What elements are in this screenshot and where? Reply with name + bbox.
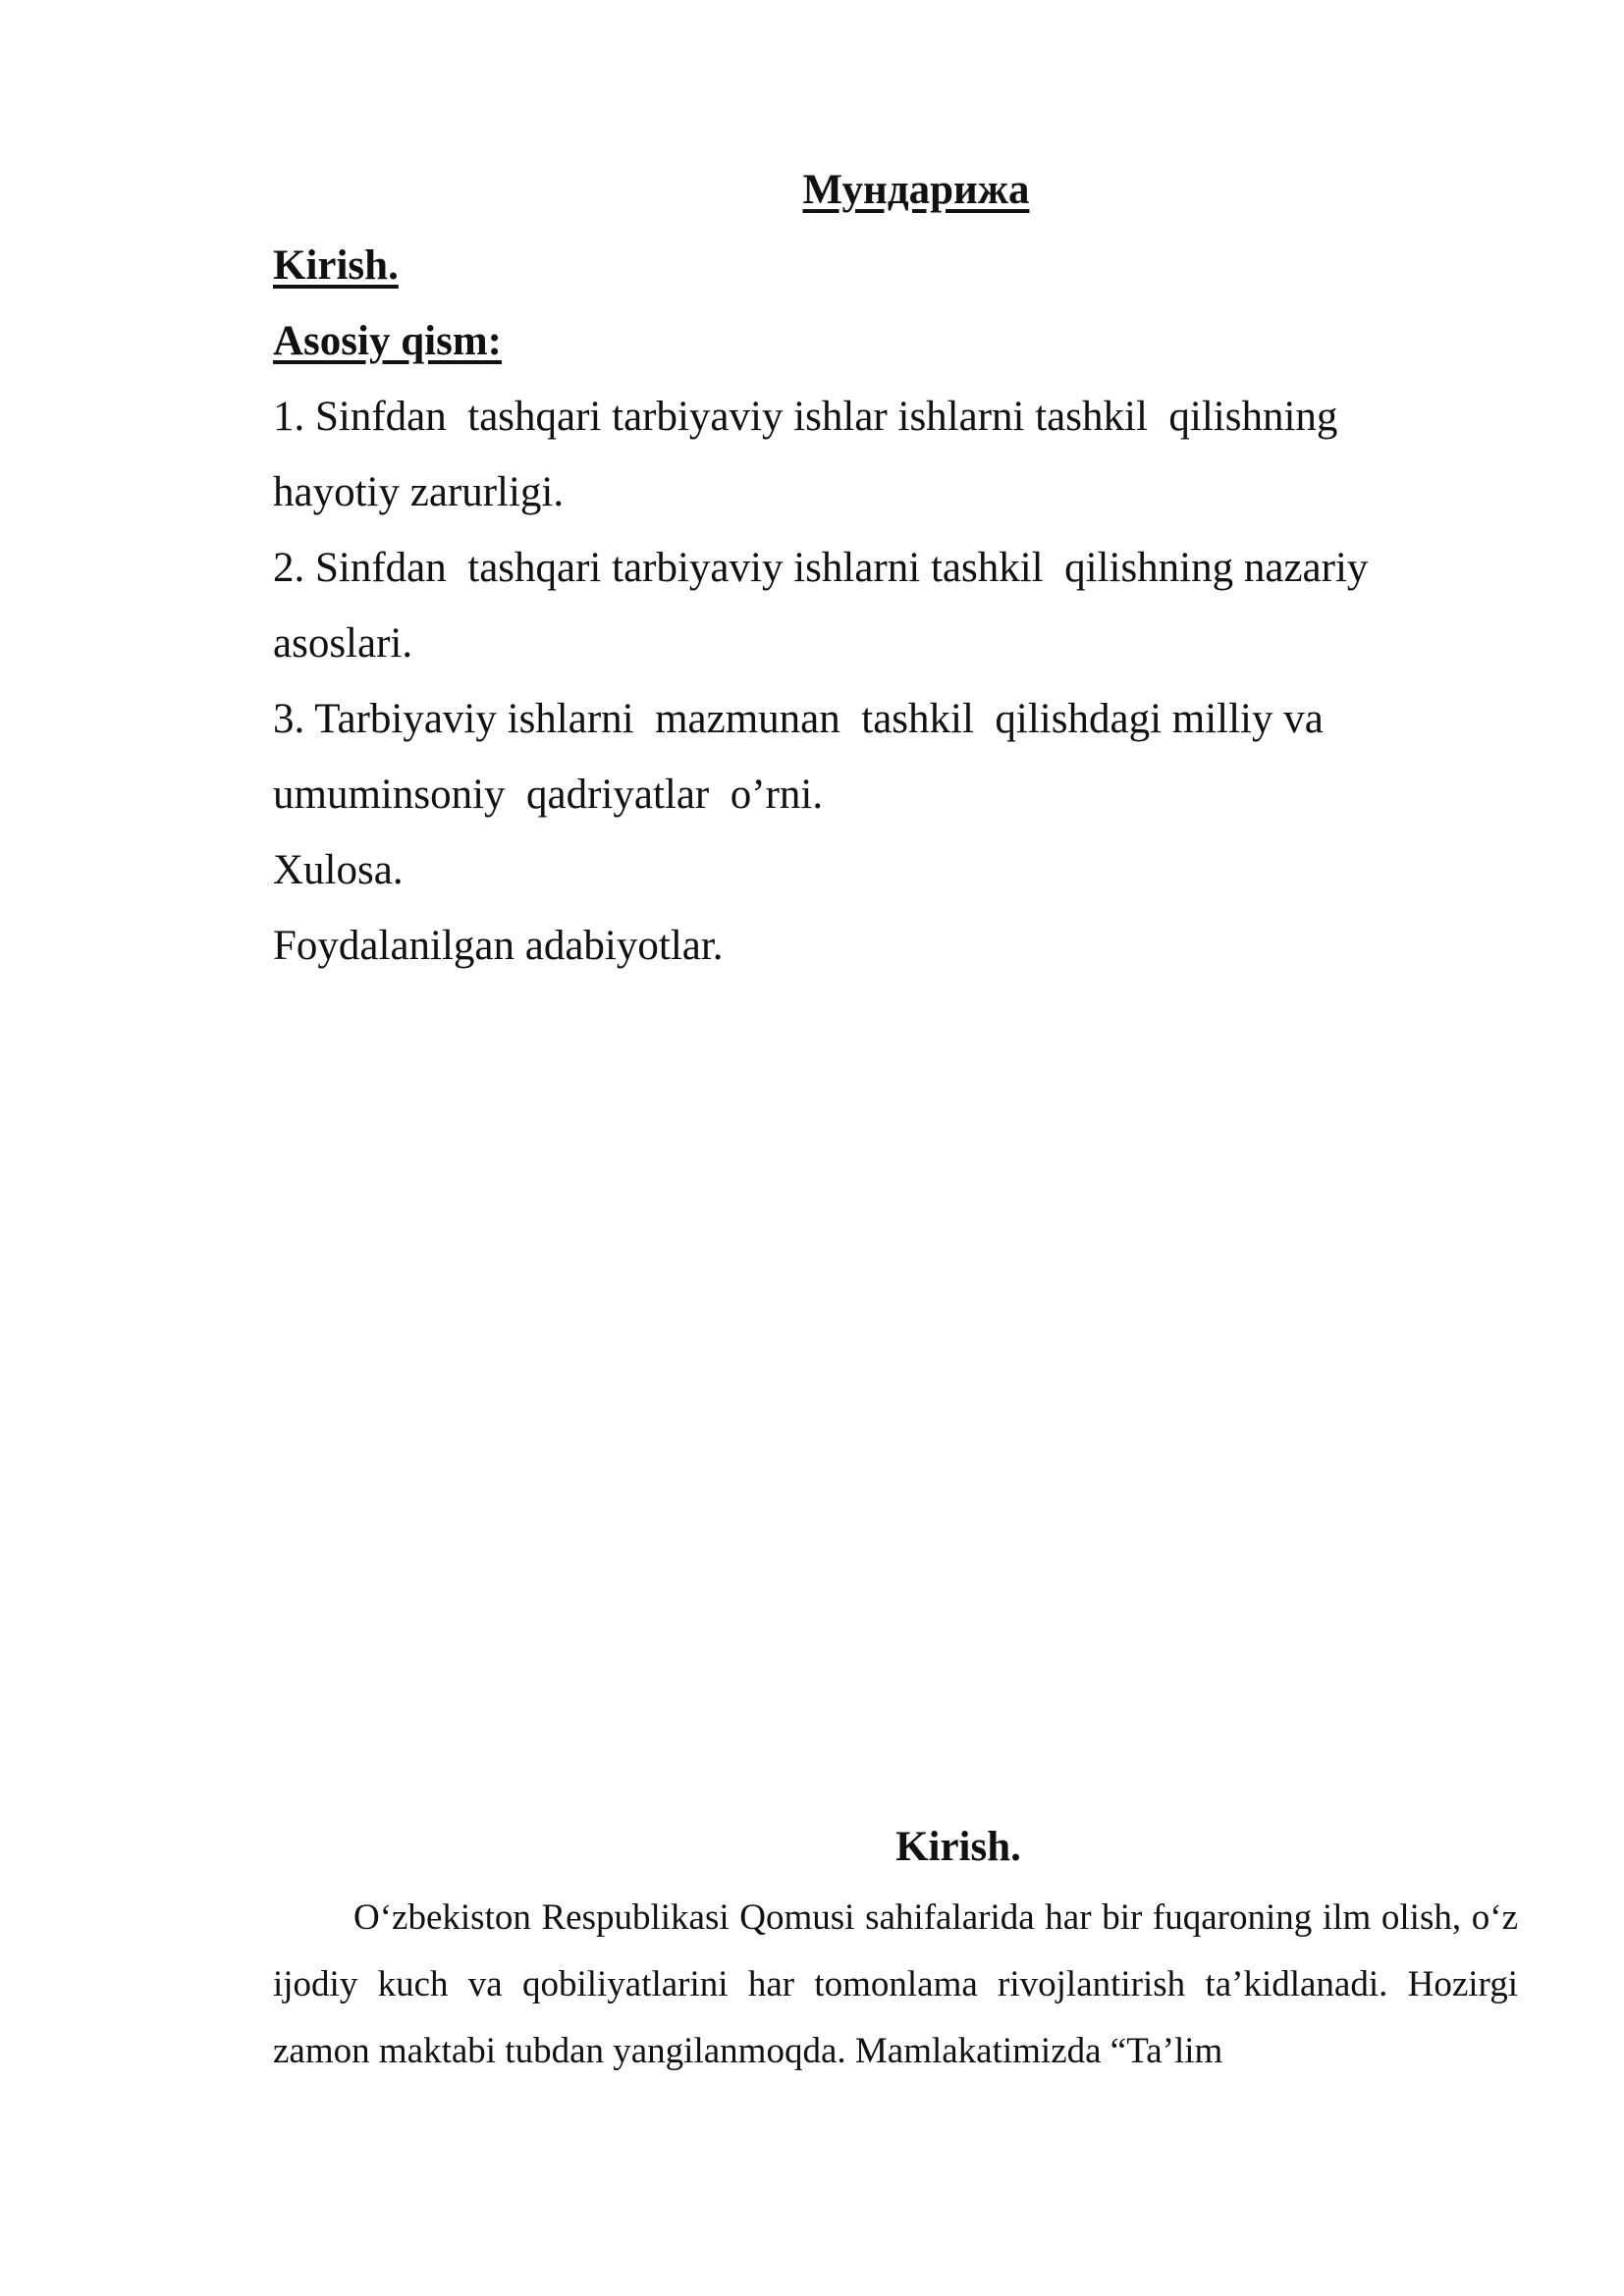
toc-item-conclusion: Xulosa.	[273, 847, 404, 893]
toc-line: 3. Tarbiyaviy ishlarni mazmunan tashkil qilishdagi milliy va	[273, 696, 1324, 742]
introduction-heading: Kirish.	[895, 1824, 1021, 1870]
toc-line: 1. Sinfdan tashqari tarbiyaviy ishlar ishlarni tashkil qilishning	[273, 394, 1338, 440]
table-of-contents	[273, 152, 1432, 984]
toc-line: 2. Sinfdan tashqari tarbiyaviy ishlarni tashkil qilishning nazariy	[273, 545, 1369, 591]
toc-item-main-part: Asosiy qism:	[273, 318, 502, 364]
toc-line: hayotiy zarurligi.	[273, 469, 565, 515]
toc-line: asoslari.	[273, 620, 413, 667]
toc-title: Мундарижа	[802, 167, 1030, 213]
toc-item-references: Foydalanilgan adabiyotlar.	[273, 923, 724, 969]
introduction-paragraph: O‘zbekiston Respublikasi Qomusi sahifalarida har bir fuqaroning ilm olish, o‘z ijodiy kuch va qobiliyatlarini har tomonlama rivojlantirish ta’kidlanadi. Hozirgi zamon maktabi tubdan yangilanmoqda. Mamlakatimizda “Ta’lim	[273, 1897, 1518, 2071]
introduction-section	[273, 1812, 1518, 2085]
toc-line: umuminsoniy qadriyatlar o’rni.	[273, 772, 824, 818]
toc-item-intro: Kirish.	[273, 242, 399, 289]
